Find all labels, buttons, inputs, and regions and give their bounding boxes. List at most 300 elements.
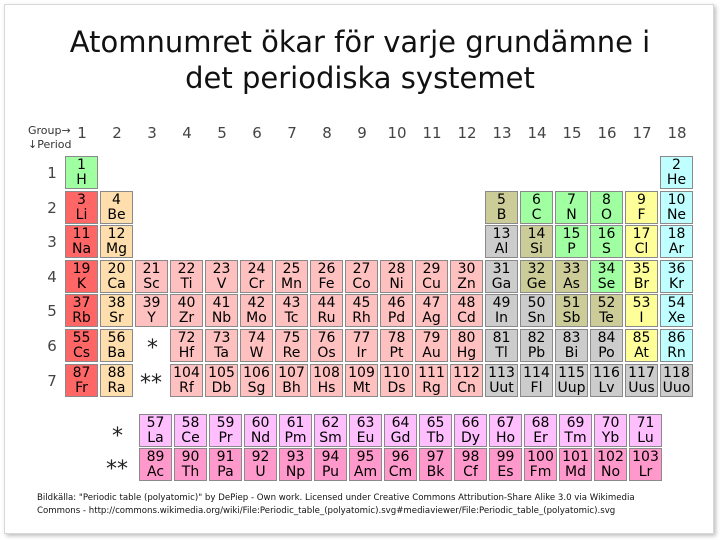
element-cell-ba (100, 329, 133, 362)
element-cell-cd (450, 294, 483, 327)
atomic-number: 41 (212, 295, 231, 312)
group-number-8: 8 (322, 124, 332, 142)
element-cell-ca (100, 260, 133, 293)
element-symbol: Ar (668, 241, 685, 258)
element-cell-rh (345, 294, 378, 327)
element-cell-s (590, 225, 623, 258)
atomic-number: 45 (352, 295, 371, 312)
element-cell-at (625, 329, 658, 362)
element-cell-pt (380, 329, 413, 362)
atomic-number: 95 (356, 449, 375, 465)
element-symbol: Nb (211, 310, 232, 327)
element-cell-er (524, 414, 557, 447)
element-symbol: Tl (495, 345, 508, 361)
image-credit (37, 492, 687, 518)
atomic-number: 54 (667, 295, 686, 312)
atomic-number: 13 (492, 226, 511, 243)
element-cell-pd (380, 294, 413, 327)
atomic-number: 92 (251, 449, 270, 465)
atomic-number: 93 (286, 449, 305, 465)
element-symbol: F (637, 206, 646, 223)
atomic-number: 1 (77, 157, 86, 173)
element-cell-si (520, 225, 553, 258)
element-cell-uuo (660, 364, 693, 397)
element-cell-cl (625, 225, 658, 258)
element-symbol: W (249, 345, 264, 361)
element-symbol: Pu (321, 464, 340, 480)
atomic-number: 115 (558, 364, 585, 381)
element-symbol: Uus (628, 379, 655, 396)
element-cell-k (65, 260, 98, 293)
element-symbol: Te (599, 310, 614, 327)
atomic-number: 50 (527, 295, 546, 312)
element-symbol: As (563, 275, 580, 292)
element-symbol: V (216, 275, 227, 292)
element-cell-sc (135, 260, 168, 293)
element-symbol: Bk (426, 464, 445, 480)
group-axis-label: Group→ (28, 124, 71, 137)
element-symbol: Mg (106, 241, 127, 258)
element-symbol: O (600, 206, 613, 223)
element-symbol: Ca (107, 275, 126, 292)
element-symbol: Cn (457, 379, 476, 396)
atomic-number: 47 (422, 295, 441, 312)
element-cell-nb (205, 294, 238, 327)
atomic-number: 67 (496, 415, 515, 431)
element-symbol: Pd (387, 310, 406, 327)
element-symbol: Pa (217, 464, 234, 480)
element-symbol: Rh (352, 310, 371, 327)
group-number-7: 7 (287, 124, 297, 142)
element-symbol: Lv (598, 379, 615, 396)
element-cell-f (625, 191, 658, 224)
atomic-number: 56 (107, 330, 126, 346)
element-cell-gd (384, 414, 417, 447)
element-cell-md (559, 448, 592, 481)
element-cell-br (625, 260, 658, 293)
atomic-number: 94 (321, 449, 340, 465)
element-symbol: Np (285, 464, 306, 480)
atomic-number: 6 (532, 191, 541, 208)
element-symbol: Ac (146, 464, 165, 480)
element-symbol: Uup (557, 379, 586, 396)
element-cell-re (275, 329, 308, 362)
atomic-number: 26 (317, 260, 336, 277)
element-symbol: Po (598, 345, 615, 361)
element-cell-cu (415, 260, 448, 293)
element-cell-al (485, 225, 518, 258)
element-cell-ir (345, 329, 378, 362)
element-symbol: Ni (389, 275, 404, 292)
element-cell-uut (485, 364, 518, 397)
group-number-13: 13 (492, 124, 512, 142)
element-cell-sm (314, 414, 347, 447)
element-cell-li (65, 191, 98, 224)
element-cell-zr (170, 294, 203, 327)
element-symbol: Ru (317, 310, 336, 327)
element-cell-c (520, 191, 553, 224)
element-symbol: Ir (356, 345, 367, 361)
atomic-number: 97 (426, 449, 445, 465)
element-symbol: Es (497, 464, 514, 480)
atomic-number: 30 (457, 260, 476, 277)
atomic-number: 83 (562, 330, 581, 346)
atomic-number: 61 (286, 415, 305, 431)
atomic-number: 111 (418, 364, 445, 381)
element-symbol: Zr (178, 310, 195, 327)
atomic-number: 86 (667, 330, 686, 346)
element-symbol: Hs (317, 379, 336, 396)
atomic-number: 87 (72, 364, 91, 381)
element-cell-no (594, 448, 627, 481)
element-symbol: Ba (107, 345, 126, 361)
title-line-1: Atomnumret ökar för varje grundämne i (69, 25, 651, 59)
atomic-number: 117 (628, 364, 655, 381)
atomic-number: 96 (391, 449, 410, 465)
element-cell-p (555, 225, 588, 258)
element-symbol: Mt (352, 379, 371, 396)
element-cell-zn (450, 260, 483, 293)
atomic-number: 59 (216, 415, 235, 431)
group-number-10: 10 (387, 124, 407, 142)
element-symbol: Yb (601, 430, 620, 446)
element-cell-u (244, 448, 277, 481)
group-number-4: 4 (182, 124, 192, 142)
group-number-6: 6 (252, 124, 262, 142)
group-number-12: 12 (457, 124, 477, 142)
atomic-number: 25 (282, 260, 301, 277)
element-symbol: Cu (422, 275, 441, 292)
element-cell-ra (100, 364, 133, 397)
element-cell-in (485, 294, 518, 327)
element-symbol: Nd (250, 430, 271, 446)
period-number-2: 2 (47, 198, 57, 217)
element-cell-i (625, 294, 658, 327)
atomic-number: 52 (597, 295, 616, 312)
element-cell-ac (139, 448, 172, 481)
element-cell-np (279, 448, 312, 481)
element-cell-ho (489, 414, 522, 447)
atomic-number: 73 (212, 330, 231, 346)
period-number-6: 6 (47, 337, 57, 355)
atomic-number: 69 (566, 415, 585, 431)
element-symbol: Fr (75, 379, 88, 396)
atomic-number: 53 (632, 295, 651, 312)
element-symbol: Cd (457, 310, 476, 327)
element-symbol: La (147, 430, 164, 446)
element-cell-he (660, 156, 693, 189)
atomic-number: 14 (527, 226, 546, 243)
atomic-number: 3 (77, 191, 86, 208)
credit-line-1: Bildkälla: "Periodic table (polyatomic)" by DePiep - Own work. Licensed under Creative Commons Attribution-Share Alike 3.0 via Wikimedia (37, 493, 635, 503)
element-symbol: Er (533, 430, 548, 446)
element-cell-rf (170, 364, 203, 397)
element-cell-es (489, 448, 522, 481)
group-number-15: 15 (562, 124, 582, 142)
atomic-number: 110 (383, 364, 410, 381)
atomic-number: 15 (562, 226, 581, 243)
period-number-5: 5 (47, 302, 57, 321)
element-symbol: Al (494, 241, 509, 258)
element-symbol: U (255, 464, 266, 480)
atomic-number: 116 (593, 364, 620, 381)
group-number-17: 17 (632, 124, 652, 142)
element-symbol: Si (530, 241, 543, 258)
atomic-number: 114 (523, 364, 550, 381)
element-symbol: He (666, 172, 687, 188)
element-cell-as (555, 260, 588, 293)
atomic-number: 17 (632, 226, 651, 243)
element-cell-lu (629, 414, 662, 447)
element-cell-pr (209, 414, 242, 447)
atomic-number: 44 (317, 295, 336, 312)
element-symbol: Fm (529, 464, 552, 480)
element-symbol: Db (211, 379, 232, 396)
element-cell-cm (384, 448, 417, 481)
atomic-number: 9 (637, 191, 646, 208)
period-number-1: 1 (47, 164, 57, 182)
atomic-number: 63 (356, 415, 375, 431)
element-symbol: Co (352, 275, 371, 292)
element-symbol: S (602, 241, 611, 258)
atomic-number: 33 (562, 260, 581, 277)
element-cell-hf (170, 329, 203, 362)
element-cell-o (590, 191, 623, 224)
group-number-11: 11 (422, 124, 442, 142)
element-symbol: Pr (218, 430, 233, 446)
atomic-number: 71 (636, 415, 655, 431)
element-symbol: Am (353, 464, 378, 480)
atomic-number: 74 (247, 330, 266, 346)
atomic-number: 40 (177, 295, 196, 312)
atomic-number: 112 (453, 364, 480, 381)
element-cell-mg (100, 225, 133, 258)
element-symbol: Cf (463, 464, 478, 480)
atomic-number: 90 (181, 449, 200, 465)
element-cell-xe (660, 294, 693, 327)
atomic-number: 66 (461, 415, 480, 431)
group-number-3: 3 (147, 124, 157, 142)
element-symbol: Pt (389, 345, 404, 361)
atomic-number: 78 (387, 330, 406, 346)
atomic-number: 51 (562, 295, 581, 312)
element-cell-lv (590, 364, 623, 397)
element-symbol: Ag (422, 310, 441, 327)
atomic-number: 19 (72, 260, 91, 277)
element-symbol: Lr (638, 464, 653, 480)
element-cell-cr (240, 260, 273, 293)
element-cell-sg (240, 364, 273, 397)
atomic-number: 27 (352, 260, 371, 277)
element-cell-y (135, 294, 168, 327)
atomic-number: 8 (602, 191, 611, 208)
element-symbol: Gd (390, 430, 411, 446)
element-cell-os (310, 329, 343, 362)
slide-title (0, 24, 720, 96)
group-number-2: 2 (112, 124, 122, 142)
element-cell-be (100, 191, 133, 224)
element-symbol: Sb (562, 310, 581, 327)
element-cell-eu (349, 414, 382, 447)
atomic-number: 23 (212, 260, 231, 277)
actinide-placeholder-marker: ** (140, 371, 162, 396)
element-symbol: Mo (246, 310, 267, 327)
element-symbol: At (634, 345, 649, 361)
element-cell-mt (345, 364, 378, 397)
atomic-number: 79 (422, 330, 441, 346)
atomic-number: 55 (72, 330, 91, 346)
group-number-9: 9 (357, 124, 367, 142)
atomic-number: 43 (282, 295, 301, 312)
atomic-number: 108 (313, 364, 340, 381)
element-symbol: Rf (179, 379, 194, 396)
element-symbol: Y (147, 310, 156, 327)
element-cell-th (174, 448, 207, 481)
element-symbol: Sc (143, 275, 160, 292)
atomic-number: 107 (278, 364, 305, 381)
element-cell-ce (174, 414, 207, 447)
element-symbol: Rb (72, 310, 91, 327)
period-axis-label: ↓Period (28, 138, 72, 151)
period-number-3: 3 (47, 233, 57, 252)
element-symbol: Xe (667, 310, 686, 327)
element-symbol: Cm (388, 464, 413, 480)
element-symbol: Uut (489, 379, 514, 396)
element-symbol: Rn (667, 345, 686, 361)
element-symbol: Pm (284, 430, 307, 446)
element-cell-w (240, 329, 273, 362)
element-symbol: Tc (284, 310, 299, 327)
element-cell-ni (380, 260, 413, 293)
element-symbol: Br (633, 275, 650, 292)
element-symbol: Dy (460, 430, 481, 446)
element-symbol: Ds (387, 379, 406, 396)
period-number-4: 4 (47, 267, 57, 286)
atomic-number: 39 (142, 295, 161, 312)
element-cell-tl (485, 329, 518, 362)
element-symbol: Eu (356, 430, 375, 446)
element-symbol: No (600, 464, 621, 480)
element-symbol: Be (107, 206, 126, 223)
atomic-number: 57 (146, 415, 165, 431)
element-cell-ne (660, 191, 693, 224)
element-symbol: Fe (318, 275, 335, 292)
atomic-number: 84 (597, 330, 616, 346)
element-cell-b (485, 191, 518, 224)
element-cell-cs (65, 329, 98, 362)
title-line-2: det periodiska systemet (185, 61, 535, 95)
group-number-5: 5 (217, 124, 227, 142)
element-cell-nd (244, 414, 277, 447)
element-symbol: Sm (319, 430, 342, 446)
element-symbol: Sr (109, 310, 124, 327)
group-number-18: 18 (667, 124, 687, 142)
element-symbol: Bh (282, 379, 301, 396)
atomic-number: 37 (72, 295, 91, 312)
element-cell-mo (240, 294, 273, 327)
element-symbol: Ne (666, 206, 687, 223)
element-cell-fe (310, 260, 343, 293)
atomic-number: 118 (663, 364, 690, 381)
element-symbol: B (496, 206, 507, 223)
element-cell-kr (660, 260, 693, 293)
element-symbol: Fl (530, 379, 543, 396)
element-cell-pa (209, 448, 242, 481)
atomic-number: 77 (352, 330, 371, 346)
element-symbol: Mn (281, 275, 302, 292)
atomic-number: 103 (632, 449, 659, 465)
atomic-number: 21 (142, 260, 161, 277)
element-cell-sb (555, 294, 588, 327)
element-cell-bk (419, 448, 452, 481)
element-cell-ag (415, 294, 448, 327)
element-cell-fl (520, 364, 553, 397)
element-symbol: Cr (248, 275, 265, 292)
element-symbol: Ti (180, 275, 193, 292)
element-symbol: Re (282, 345, 301, 361)
atomic-number: 98 (461, 449, 480, 465)
element-symbol: Pb (527, 345, 546, 361)
atomic-number: 4 (112, 191, 121, 208)
element-cell-ar (660, 225, 693, 258)
element-symbol: Ce (181, 430, 200, 446)
element-cell-db (205, 364, 238, 397)
element-symbol: Sn (527, 310, 546, 327)
element-cell-yb (594, 414, 627, 447)
element-symbol: Tb (426, 430, 445, 446)
element-cell-n (555, 191, 588, 224)
element-symbol: Ho (495, 430, 516, 446)
element-cell-am (349, 448, 382, 481)
atomic-number: 101 (562, 449, 589, 465)
atomic-number: 68 (531, 415, 550, 431)
element-symbol: In (494, 310, 508, 327)
element-cell-la (139, 414, 172, 447)
element-cell-ge (520, 260, 553, 293)
element-cell-v (205, 260, 238, 293)
atomic-number: 11 (72, 226, 91, 243)
atomic-number: 18 (667, 226, 686, 243)
element-symbol: I (639, 310, 644, 327)
atomic-number: 36 (667, 260, 686, 277)
atomic-number: 100 (527, 449, 554, 465)
element-symbol: Md (565, 464, 586, 480)
element-cell-ti (170, 260, 203, 293)
element-cell-co (345, 260, 378, 293)
element-cell-tc (275, 294, 308, 327)
element-cell-uup (555, 364, 588, 397)
atomic-number: 32 (527, 260, 546, 277)
atomic-number: 81 (492, 330, 511, 346)
element-cell-hs (310, 364, 343, 397)
lanthanide-placeholder-marker: * (147, 336, 158, 361)
atomic-number: 72 (177, 330, 196, 346)
atomic-number: 85 (632, 330, 651, 346)
element-cell-sn (520, 294, 553, 327)
element-cell-te (590, 294, 623, 327)
atomic-number: 106 (243, 364, 270, 381)
atomic-number: 46 (387, 295, 406, 312)
element-symbol: Ra (107, 379, 126, 396)
element-symbol: Rg (422, 379, 441, 396)
atomic-number: 89 (146, 449, 165, 465)
element-symbol: Na (71, 241, 92, 258)
element-symbol: C (531, 206, 542, 223)
atomic-number: 104 (173, 364, 200, 381)
element-cell-mn (275, 260, 308, 293)
element-symbol: Tm (564, 430, 587, 446)
element-cell-au (415, 329, 448, 362)
